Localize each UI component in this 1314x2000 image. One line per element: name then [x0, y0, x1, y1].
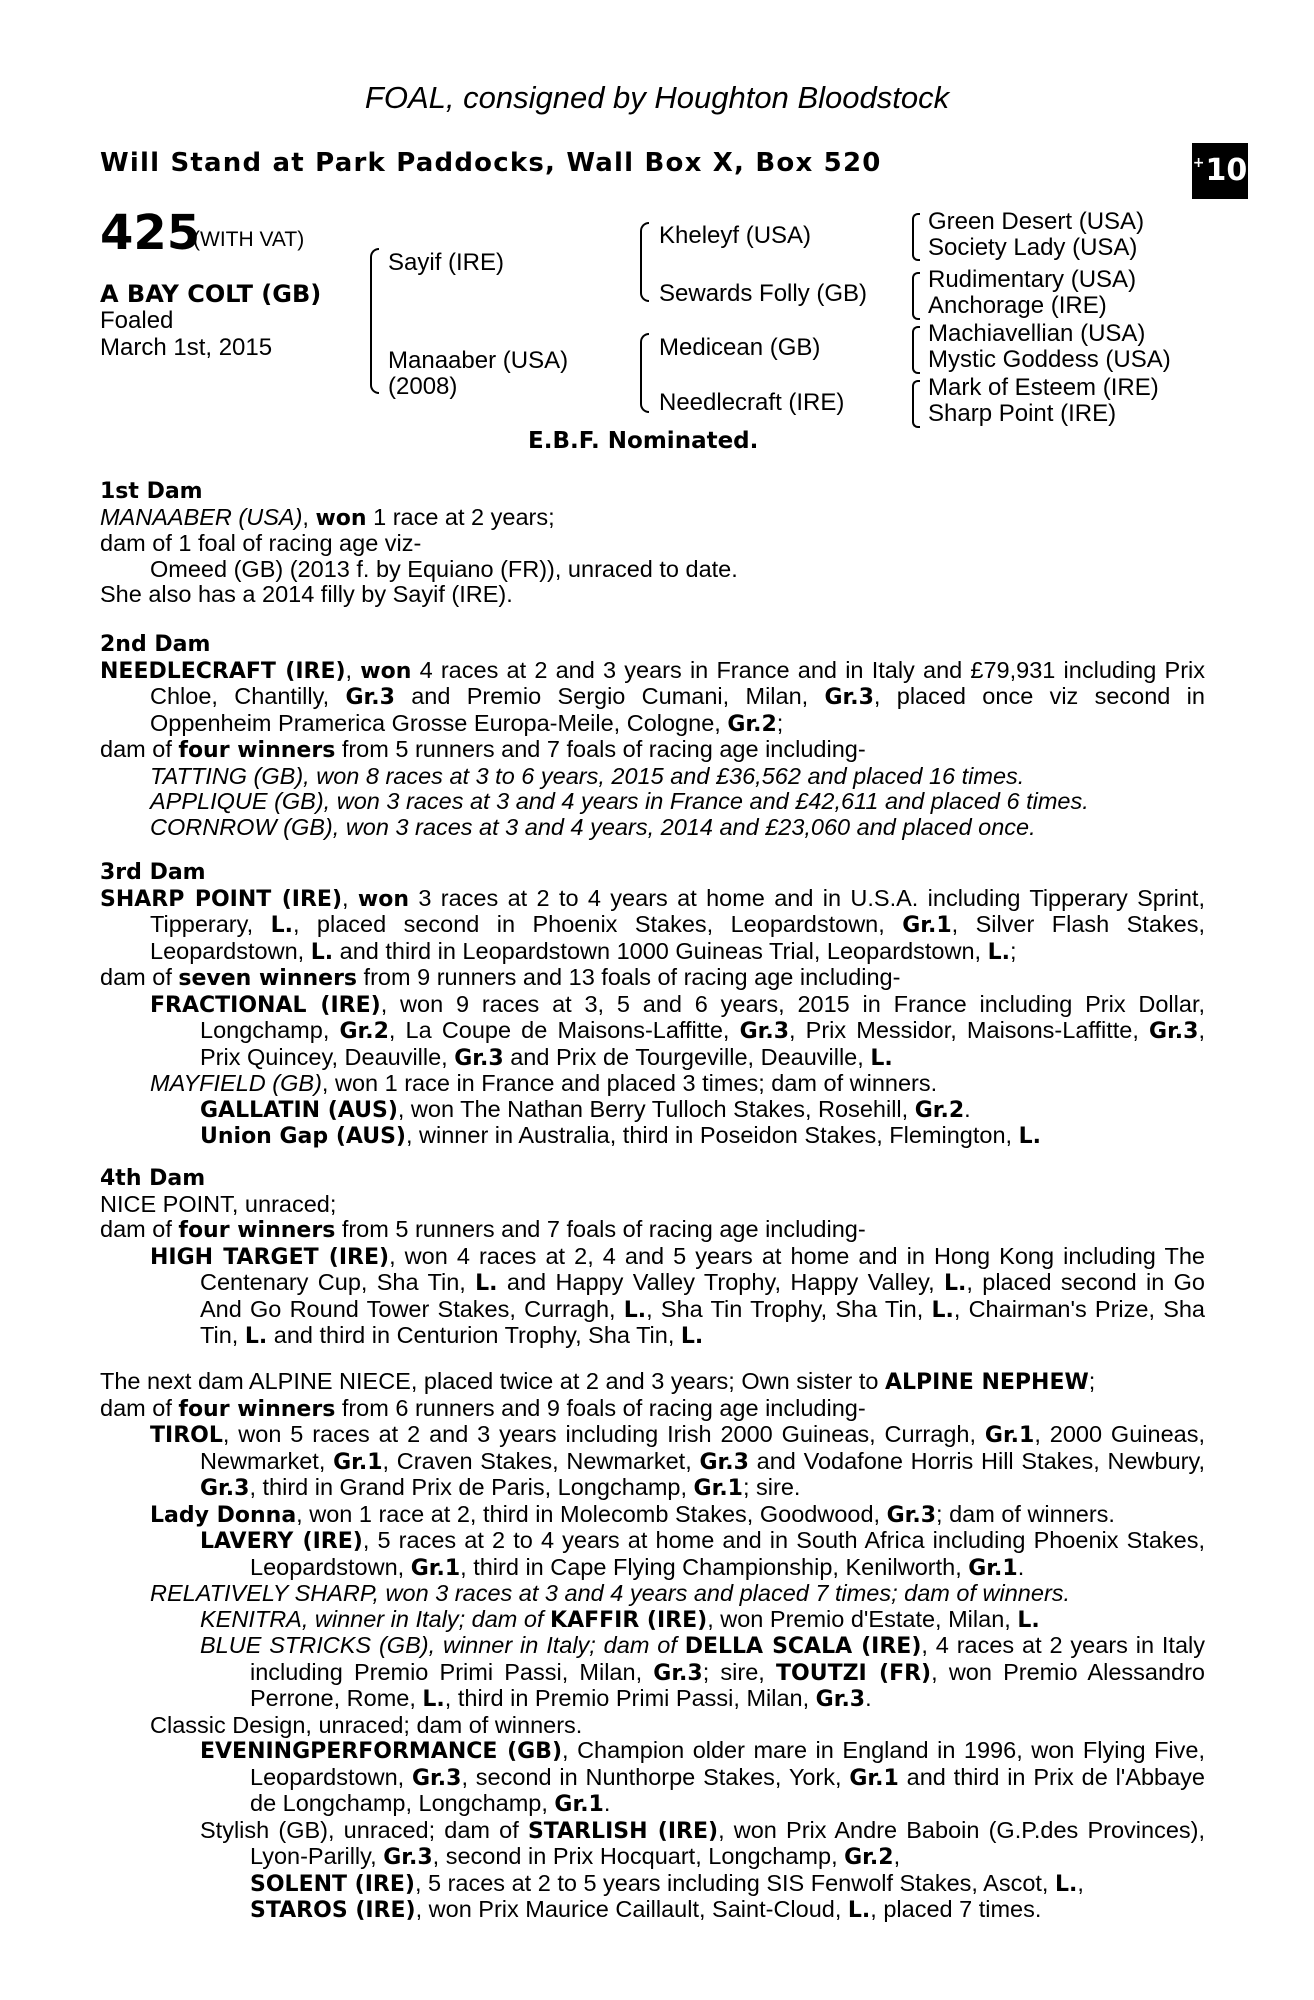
pedigree-brace-dam	[640, 333, 649, 413]
text: , placed second in Go And Go Round Tower Stakes, Curragh,	[200, 1269, 1205, 1322]
horse-name: LAVERY (IRE)	[200, 1529, 363, 1554]
text: .	[865, 1685, 872, 1711]
second-dam-name: NEEDLECRAFT (IRE)	[100, 658, 346, 684]
next-dam-produce-kenitra	[100, 1607, 1205, 1634]
horse-name: Lady Donna	[150, 1502, 297, 1528]
second-dam-produce-2: APPLIQUE (GB), won 3 races at 3 and 4 years in France and £42,611 and placed 6 times.	[150, 788, 1089, 814]
text: , won Premio Alessandro Perrone, Rome,	[250, 1658, 1205, 1711]
lot-number: 425	[100, 205, 201, 261]
horse-name: GALLATIN (AUS)	[200, 1097, 398, 1123]
pedigree-sire-sire: Kheleyf (USA)	[659, 222, 812, 249]
next-dam-produce-relatively-sharp: RELATIVELY SHARP, won 3 races at 3 and 4 years and placed 7 times; dam of winners.	[150, 1580, 1071, 1606]
listed: L.	[870, 1045, 893, 1071]
text: and Vodafone Horris Hill Stakes, Newbury,	[748, 1447, 1205, 1474]
ten-plus-logo	[1192, 143, 1248, 199]
text: KENITRA, winner in Italy; dam of	[200, 1605, 551, 1632]
text: and third in Leopardstown 1000 Guineas Trial, Leopardstown,	[333, 937, 988, 964]
grade: Gr.2	[727, 711, 777, 737]
text: , Chairman's Prize, Sha Tin,	[200, 1295, 1206, 1348]
consignment-line: FOAL, consigned by Houghton Bloodstock	[364, 80, 950, 115]
next-dam-produce-blue-stricks	[100, 1633, 1205, 1713]
grade: Gr.3	[454, 1045, 504, 1071]
lot-title: A BAY COLT (GB)	[100, 280, 322, 308]
text: , third in Grand Prix de Paris, Longchamp,	[249, 1474, 694, 1500]
pedigree-dam-dam: Needlecraft (IRE)	[659, 389, 845, 416]
won-label: won	[357, 886, 409, 912]
grade: Gr.3	[1149, 1019, 1199, 1044]
text: , placed once viz second in Oppenheim Pramerica Grosse Europa-Meile, Cologne,	[150, 683, 1205, 736]
first-dam-produce-intro: dam of 1 foal of racing age viz-	[100, 530, 422, 556]
text: .	[964, 1095, 971, 1122]
next-dam-produce-lady-donna	[100, 1502, 1205, 1529]
third-dam-produce-2	[100, 1071, 1205, 1097]
third-dam-produce-intro	[100, 965, 1205, 992]
text: , Silver Flash Stakes, Leopardstown,	[150, 911, 1205, 964]
won-label: won	[315, 505, 367, 531]
grade: Gr.3	[653, 1660, 703, 1686]
horse-name: KAFFIR (IRE)	[550, 1607, 708, 1633]
text: ;	[776, 709, 784, 736]
listed: L.	[310, 939, 334, 965]
first-dam-record: 1 race at 2 years;	[366, 503, 555, 530]
foaled-label: Foaled	[100, 307, 174, 334]
third-dam-heading: 3rd Dam	[100, 860, 206, 885]
pedigree-sss: Green Desert (USA)	[928, 208, 1145, 235]
pedigree-sdd: Anchorage (IRE)	[928, 292, 1107, 319]
listed: L.	[244, 1324, 268, 1349]
text: , winner in Australia, third in Poseidon Stakes, Flemington,	[405, 1122, 1019, 1148]
listed: L.	[847, 1898, 871, 1923]
text: , won 4 races at 2, 4 and 5 years at home and in Hong Kong including The Centenary Cup, Sha Tin,	[200, 1242, 1206, 1295]
horse-name: DELLA SCALA (IRE)	[684, 1634, 922, 1659]
second-dam-produce-intro	[100, 737, 1205, 764]
text: , won 5 races at 2 and 3 years including Irish 2000 Guineas, Curragh,	[222, 1421, 985, 1447]
pedigree-brace-gen1	[370, 248, 379, 394]
logo-number: 10	[1205, 153, 1248, 188]
text: , won Prix Maurice Caillault, Saint-Cloud,	[415, 1896, 848, 1922]
text: , Prix Messidor, Maisons-Laffitte,	[789, 1017, 1150, 1043]
winners-count: four winners	[178, 1396, 336, 1422]
first-dam-heading: 1st Dam	[100, 479, 203, 504]
fourth-dam-produce-1	[100, 1244, 1205, 1350]
pedigree-dss: Machiavellian (USA)	[928, 320, 1146, 347]
listed: L.	[422, 1687, 445, 1712]
pedigree-dam-sire: Medicean (GB)	[659, 334, 821, 361]
third-dam-record: SHARP POINT (IRE), won 3 races at 2 to 4 years at home and in U.S.A. including Tipperary Sprint, Tipperary, L., placed second in Phoenix Stakes, Leopardstown, Gr.1, Silver Flash Stakes, Leopardstown, L. and third in Leopardstown 1000 Guineas Trial, Leopardstown, L.;	[100, 884, 1205, 965]
fourth-dam-produce-intro	[100, 1217, 1205, 1244]
listed: L.	[1018, 1124, 1041, 1149]
horse-name: Union Gap (AUS)	[200, 1124, 406, 1149]
grade: Gr.3	[412, 1765, 462, 1791]
grade: Gr.1	[968, 1555, 1018, 1581]
first-dam-section	[100, 479, 1205, 608]
text: , won 1 race at 2, third in Molecomb Stakes, Goodwood,	[296, 1500, 887, 1527]
text: ;	[1010, 937, 1017, 964]
horse-name: TOUTZI (FR)	[776, 1660, 932, 1686]
next-dam-produce-tirol	[100, 1422, 1205, 1502]
grade: Gr.1	[902, 913, 952, 938]
grade: Gr.3	[824, 685, 874, 710]
text: and third in Centurion Trophy, Sha Tin,	[267, 1322, 681, 1348]
fourth-dam-section	[100, 1166, 1205, 1350]
listed: L.	[944, 1271, 967, 1296]
horse-name: MAYFIELD (GB)	[150, 1070, 322, 1096]
pedigree-ssd: Society Lady (USA)	[928, 234, 1138, 261]
text: The next dam ALPINE NIECE, placed twice at 2 and 3 years; Own sister to	[100, 1368, 886, 1394]
pedigree-brace-sd	[912, 272, 920, 320]
text: and Happy Valley Trophy, Happy Valley,	[497, 1269, 944, 1295]
pedigree-sire-dam: Sewards Folly (GB)	[659, 280, 868, 307]
grade: Gr.1	[984, 1423, 1035, 1448]
text: and Prix de Tourgeville, Deauville,	[503, 1043, 871, 1070]
grade: Gr.3	[815, 1687, 866, 1712]
grade: Gr.3	[699, 1449, 749, 1475]
next-dam-produce-stylish	[100, 1818, 1205, 1924]
pedigree-brace-sire	[640, 222, 649, 302]
text: , won 1 race in France and placed 3 times; dam of winners.	[321, 1070, 938, 1096]
listed: L.	[270, 913, 293, 938]
next-dam-produce-intro	[100, 1396, 1205, 1423]
text: , La Coupe de Maisons-Laffitte,	[388, 1017, 740, 1043]
text: , 5 races at 2 to 4 years at home and in South Africa including Phoenix Stakes, Leopardstown,	[250, 1527, 1206, 1580]
pedigree-brace-ds	[912, 326, 920, 374]
horse-name: EVENINGPERFORMANCE (GB)	[200, 1739, 563, 1764]
next-dam-produce-lavery	[100, 1528, 1205, 1581]
text: , won The Nathan Berry Tulloch Stakes, Rosehill,	[397, 1095, 915, 1122]
text: , second in Prix Hocquart, Longchamp,	[432, 1843, 845, 1869]
text: 4 races at 2 and 3 years in France and in Italy and £79,931 including Prix Chloe, Chantilly,	[150, 656, 1205, 709]
stand-location: Will Stand at Park Paddocks, Wall Box X, Box 520	[100, 148, 882, 178]
winners-count: four winners	[178, 738, 336, 763]
text: ; dam of winners.	[936, 1500, 1115, 1527]
text: , 5 races at 2 to 5 years including SIS Fenwolf Stakes, Ascot,	[414, 1869, 1055, 1896]
listed: L.	[1054, 1871, 1078, 1897]
won-label: won	[360, 658, 412, 684]
text: ,	[1077, 1869, 1084, 1896]
pedigree-dam: Manaaber (USA)	[388, 347, 569, 374]
winners-count: seven winners	[178, 966, 358, 991]
pedigree-brace-dd	[912, 380, 920, 428]
text: , won Prix Andre Baboin (G.P.des Provinces), Lyon-Parilly,	[250, 1816, 1205, 1869]
vat-note: (WITH VAT)	[193, 228, 305, 251]
text: from 9 runners and 13 foals of racing age including-	[357, 964, 901, 990]
horse-name: FRACTIONAL (IRE)	[150, 992, 381, 1018]
winners-count: four winners	[178, 1218, 336, 1243]
third-dam-produce-1	[100, 992, 1205, 1072]
text: and Premio Sergio Cumani, Milan,	[394, 683, 825, 709]
horse-name: SOLENT (IRE)	[250, 1871, 415, 1897]
pedigree-ddd: Sharp Point (IRE)	[928, 400, 1117, 427]
text: dam of	[100, 1216, 179, 1242]
next-dam-section	[100, 1369, 1205, 1924]
second-dam-heading: 2nd Dam	[100, 632, 211, 657]
listed: L.	[931, 1297, 954, 1323]
text: , Craven Stakes, Newmarket,	[382, 1447, 700, 1474]
text: ; sire,	[702, 1658, 776, 1685]
foaled-date: March 1st, 2015	[100, 334, 273, 361]
text: from 5 runners and 7 foals of racing age including-	[335, 736, 866, 762]
horse-name: HIGH TARGET (IRE)	[150, 1244, 390, 1270]
grade: Gr.1	[333, 1449, 383, 1475]
horse-name: STARLISH (IRE)	[527, 1818, 719, 1844]
grade: Gr.1	[410, 1555, 461, 1581]
text: from 5 runners and 7 foals of racing age including-	[335, 1216, 866, 1242]
listed: L.	[475, 1271, 498, 1296]
text: , Prix Quincey, Deauville,	[200, 1017, 1205, 1070]
listed: L.	[623, 1297, 647, 1323]
pedigree-dsd: Mystic Goddess (USA)	[928, 346, 1171, 373]
text: ,	[893, 1843, 901, 1869]
first-dam-produce-2: She also has a 2014 filly by Sayif (IRE).	[100, 581, 513, 607]
third-dam-produce-4	[100, 1123, 1205, 1150]
text: .	[1017, 1553, 1025, 1580]
second-dam-record: NEEDLECRAFT (IRE), won 4 races at 2 and 3 years in France and in Italy and £79,931 including Prix Chloe, Chantilly, Gr.3 and Premio Sergio Cumani, Milan, Gr.3, placed once viz second in Oppenheim Pramerica Grosse Europa-Meile, Cologne, Gr.2;	[100, 656, 1205, 737]
second-dam-produce-3: CORNROW (GB), won 3 races at 3 and 4 years, 2014 and £23,060 and placed once.	[150, 813, 1036, 840]
second-dam-section	[100, 632, 1205, 840]
text: , second in Nunthorpe Stakes, York,	[461, 1763, 850, 1790]
horse-name: TIROL	[150, 1423, 223, 1448]
text: and third in Prix de l'Abbaye de Longchamp, Longchamp,	[250, 1763, 1205, 1816]
grade: Gr.3	[886, 1502, 937, 1528]
pedigree-sire: Sayif (IRE)	[388, 249, 505, 276]
grade: Gr.1	[554, 1792, 604, 1817]
pedigree-dam-year: (2008)	[388, 373, 458, 400]
pedigree-brace-ss	[912, 213, 920, 261]
first-dam-name: MANAABER (USA)	[100, 503, 303, 530]
first-dam-line: MANAABER (USA), won 1 race at 2 years;	[100, 503, 555, 531]
text: , placed 7 times.	[870, 1896, 1042, 1922]
text: dam of	[100, 1394, 179, 1421]
text: .	[603, 1790, 611, 1816]
grade: Gr.3	[383, 1845, 433, 1870]
text: , Sha Tin Trophy, Sha Tin,	[646, 1295, 932, 1322]
text: dam of	[100, 964, 179, 990]
text: 3 races at 2 to 4 years at home and in U.S.A. including Tipperary Sprint, Tipperary,	[150, 884, 1205, 937]
text: Stylish (GB), unraced; dam of	[200, 1816, 528, 1843]
text: ; sire.	[742, 1474, 801, 1500]
third-dam-name: SHARP POINT (IRE)	[100, 886, 342, 912]
text: , 2000 Guineas, Newmarket,	[200, 1421, 1205, 1474]
text: , won Premio d'Estate, Milan,	[707, 1605, 1018, 1632]
grade: Gr.3	[739, 1019, 789, 1044]
third-dam-produce-3	[100, 1097, 1205, 1124]
grade: Gr.1	[693, 1476, 743, 1501]
logo-plus: +	[1192, 155, 1205, 171]
next-dam-record	[100, 1369, 1205, 1396]
third-dam-section	[100, 860, 1205, 1150]
text: , Champion older mare in England in 1996, won Flying Five, Leopardstown,	[250, 1737, 1205, 1790]
text: , won 9 races at 3, 5 and 6 years, 2015 in France including Prix Dollar, Longchamp,	[200, 990, 1206, 1043]
fourth-dam-heading: 4th Dam	[100, 1166, 206, 1191]
text: from 6 runners and 9 foals of racing age including-	[335, 1394, 866, 1421]
text: BLUE STRICKS (GB), winner in Italy; dam of	[200, 1632, 685, 1658]
grade: Gr.2	[339, 1019, 389, 1044]
first-dam-produce-1: Omeed (GB) (2013 f. by Equiano (FR)), unraced to date.	[150, 555, 738, 582]
horse-name: STAROS (IRE)	[250, 1898, 416, 1923]
second-dam-produce-1: TATTING (GB), won 8 races at 3 to 6 years, 2015 and £36,562 and placed 16 times.	[150, 762, 1025, 789]
text: , 4 races at 2 years in Italy including Premio Primi Passi, Milan,	[250, 1632, 1206, 1685]
pedigree-sds: Rudimentary (USA)	[928, 266, 1137, 293]
grade: Gr.3	[345, 685, 395, 710]
grade: Gr.3	[200, 1476, 250, 1501]
text: , third in Premio Primi Passi, Milan,	[444, 1685, 816, 1711]
ebf-nominated: E.B.F. Nominated.	[528, 428, 759, 454]
text: dam of	[100, 736, 179, 762]
horse-name: ALPINE NEPHEW	[885, 1370, 1089, 1395]
fourth-dam-record: NICE POINT, unraced;	[100, 1190, 337, 1217]
listed: L.	[1017, 1607, 1040, 1633]
grade: Gr.2	[914, 1097, 965, 1123]
grade: Gr.1	[849, 1765, 899, 1791]
pedigree-dds: Mark of Esteem (IRE)	[928, 374, 1159, 401]
next-dam-produce-classic-design: Classic Design, unraced; dam of winners.	[150, 1711, 583, 1738]
text: , third in Cape Flying Championship, Kenilworth,	[460, 1553, 969, 1580]
text: ;	[1088, 1368, 1096, 1394]
next-dam-produce-eveningperformance	[100, 1738, 1205, 1818]
grade: Gr.2	[844, 1845, 894, 1870]
text: , placed second in Phoenix Stakes, Leopardstown,	[292, 911, 903, 937]
listed: L.	[987, 939, 1010, 965]
listed: L.	[680, 1324, 704, 1349]
